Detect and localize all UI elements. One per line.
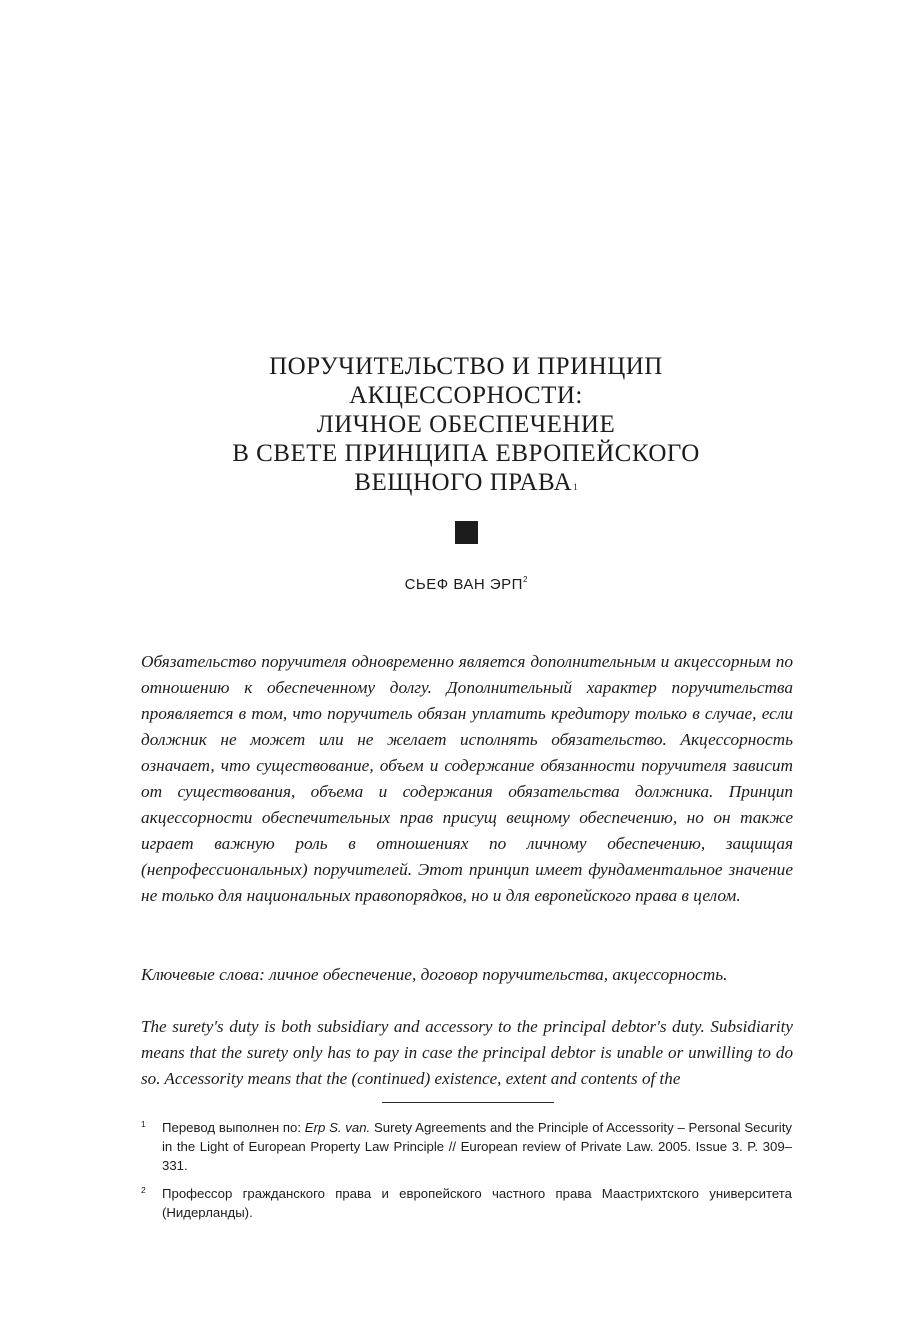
abstract-en: The surety's duty is both subsidiary and accessory to the principal debtor's duty. Subsidiarity means that the surety only has to pay in case the principal debtor is unable or unwilling to do so. Accessority means that the (continued) existence, extent and contents of the [141, 1017, 793, 1088]
title-footnote-mark[interactable]: 1 [573, 482, 578, 492]
author-text: СЬЕФ ВАН ЭРП [404, 576, 523, 593]
footnote-text: Surety Agreements and the Principle of Accessority – Personal Security in the Light of European Property Law Principle // European review of Private Law. 2005. Issue 3. P. 309–331. [162, 1120, 792, 1173]
abstract-ru: Обязательство поручителя одновременно является дополнительным и акцессорным по отношению к обеспеченному долгу. Дополнительный характер поручительства проявляется в том, что поручитель обязан уплатить кредитору только в случае, если должник не может или не желает исполнять обязательство. Акцессорность означает, что существование, объем и содержание обязанности поручителя зависит от существования, объема и содержания обязательства должника. Принцип акцессорности обеспечительных прав присущ вещному обеспечению, но он также играет важную роль в отношениях по личному обеспечению, защищая (непрофессиональных) поручителей. Этот принцип имеет фундаментальное значение не только для национальных правопорядков, но и для европейского права в целом. [141, 652, 793, 905]
footnote-divider [382, 1102, 554, 1103]
title-line: ПОРУЧИТЕЛЬСТВО И ПРИНЦИП [269, 353, 663, 380]
title-line: ЛИЧНОЕ ОБЕСПЕЧЕНИЕ [316, 411, 616, 438]
title-line-text: ВЕЩНОГО ПРАВА [354, 469, 573, 496]
footnote-prefix: Перевод выполнен по: [162, 1120, 305, 1135]
footnote-2 [141, 1184, 792, 1222]
footnote-body [162, 1118, 792, 1175]
footnote-1 [141, 1118, 792, 1175]
title-line [140, 468, 792, 497]
footnote-text: Профессор гражданского права и европейского частного права Маастрихтского университета (Нидерланды). [162, 1186, 792, 1220]
footnote-author: Erp S. van. [304, 1120, 371, 1135]
footnote-number: 2 [141, 1185, 146, 1195]
section-ornament [455, 521, 478, 544]
article-title [140, 352, 792, 497]
author-name [140, 576, 792, 593]
keywords-ru: Ключевые слова: личное обеспечение, договор поручительства, акцессорность. [141, 965, 728, 984]
footnote-number: 1 [141, 1119, 146, 1129]
author-footnote-mark[interactable]: 2 [522, 575, 528, 584]
title-line: В СВЕТЕ ПРИНЦИПА ЕВРОПЕЙСКОГО [232, 440, 700, 467]
title-line: АКЦЕССОРНОСТИ: [349, 382, 583, 409]
